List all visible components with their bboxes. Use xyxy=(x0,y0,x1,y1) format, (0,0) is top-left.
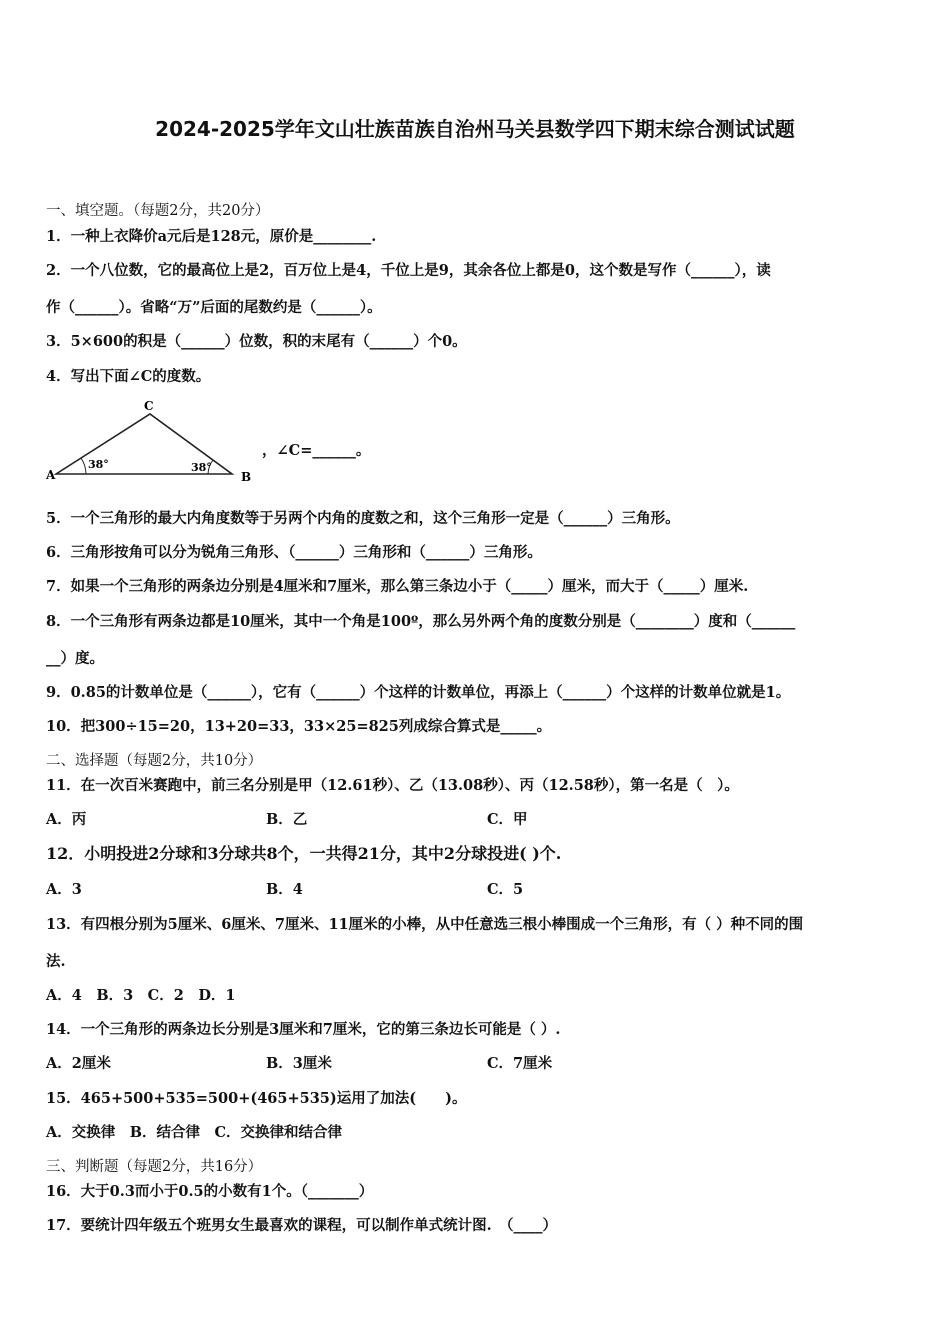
question-16: 16．大于0.3而小于0.5的小数有1个。（_______） xyxy=(46,1183,374,1200)
vertex-a-label: A xyxy=(46,468,56,482)
q12-option-c: C．5 xyxy=(487,881,524,898)
question-17: 17．要统计四年级五个班男女生最喜欢的课程，可以制作单式统计图. （____） xyxy=(46,1217,557,1234)
question-2-line-2: 作（______）。省略“万”后面的尾数约是（______）。 xyxy=(46,299,382,316)
section-heading-judgement: 三、判断题（每题2分，共16分） xyxy=(46,1159,263,1175)
question-13-line-1: 13．有四根分别为5厘米、6厘米、7厘米、11厘米的小棒，从中任意选三根小棒围成一个三角形，有（ ）种不同的围 xyxy=(46,916,804,933)
q11-option-a: A．丙 xyxy=(46,811,87,828)
question-10: 10．把300÷15=20，13+20=33，33×25=825列成综合算式是_____。 xyxy=(46,718,552,735)
q14-option-b: B．3厘米 xyxy=(266,1055,332,1072)
angle-b-label: 38° xyxy=(191,461,212,474)
question-15: 15．465+500+535=500+(465+535)运用了加法( )。 xyxy=(46,1090,467,1107)
q14-option-c: C．7厘米 xyxy=(487,1055,553,1072)
q11-option-b: B．乙 xyxy=(266,811,308,828)
question-14: 14．一个三角形的两条边长分别是3厘米和7厘米，它的第三条边长可能是（ ）. xyxy=(46,1021,561,1038)
angle-a-label: 38° xyxy=(88,458,109,471)
q15-options: A．交换律 B．结合律 C．交换律和结合律 xyxy=(46,1124,343,1141)
angle-a-arc xyxy=(81,458,86,474)
q14-option-a: A．2厘米 xyxy=(46,1055,111,1072)
section-heading-fill-blank: 一、填空题。（每题2分，共20分） xyxy=(46,203,270,219)
question-12: 12．小明投进2分球和3分球共8个，一共得21分，其中2分球投进( )个. xyxy=(46,844,562,863)
page-title: 2024-2025学年文山壮族苗族自治州马关县数学四下期末综合测试试题 xyxy=(155,117,795,141)
question-7: 7．如果一个三角形的两条边分别是4厘米和7厘米，那么第三条边小于（_____）厘米，而大于（_____）厘米. xyxy=(46,578,749,595)
section-heading-choice: 二、选择题（每题2分，共10分） xyxy=(46,753,263,769)
q12-option-a: A．3 xyxy=(46,881,82,898)
question-4: 4．写出下面∠C的度数。 xyxy=(46,368,211,385)
question-4-answer: ，∠C=______。 xyxy=(262,442,371,459)
q11-option-c: C．甲 xyxy=(487,811,528,828)
question-8-line-1: 8．一个三角形有两条边都是10厘米，其中一个角是100º，那么另外两个角的度数分别是（________）度和（______ xyxy=(46,613,796,630)
question-1: 1．一种上衣降价a元后是128元，原价是________. xyxy=(46,228,377,245)
q12-option-b: B．4 xyxy=(266,881,303,898)
question-2-line-1: 2．一个八位数，它的最高位上是2，百万位上是4，千位上是9，其余各位上都是0，这个数是写作（______），读 xyxy=(46,262,771,279)
vertex-c-label: C xyxy=(144,399,154,413)
question-13-line-2: 法. xyxy=(46,953,66,970)
question-8-line-2: __）度。 xyxy=(46,650,104,667)
question-9: 9．0.85的计数单位是（______），它有（______）个这样的计数单位，再添上（______）个这样的计数单位就是1。 xyxy=(46,684,791,701)
question-6: 6．三角形按角可以分为锐角三角形、（______）三角形和（______）三角形。 xyxy=(46,544,542,561)
triangle-figure xyxy=(46,398,256,484)
question-3: 3．5×600的积是（______）位数，积的末尾有（______）个0。 xyxy=(46,333,467,350)
vertex-b-label: B xyxy=(241,470,252,484)
question-11: 11．在一次百米赛跑中，前三名分别是甲（12.61秒）、乙（13.08秒）、丙（12.58秒），第一名是（ ）。 xyxy=(46,777,739,794)
question-5: 5．一个三角形的最大内角度数等于另两个内角的度数之和，这个三角形一定是（______）三角形。 xyxy=(46,510,680,527)
q13-options: A．4 B．3 C．2 D．1 xyxy=(46,987,236,1004)
